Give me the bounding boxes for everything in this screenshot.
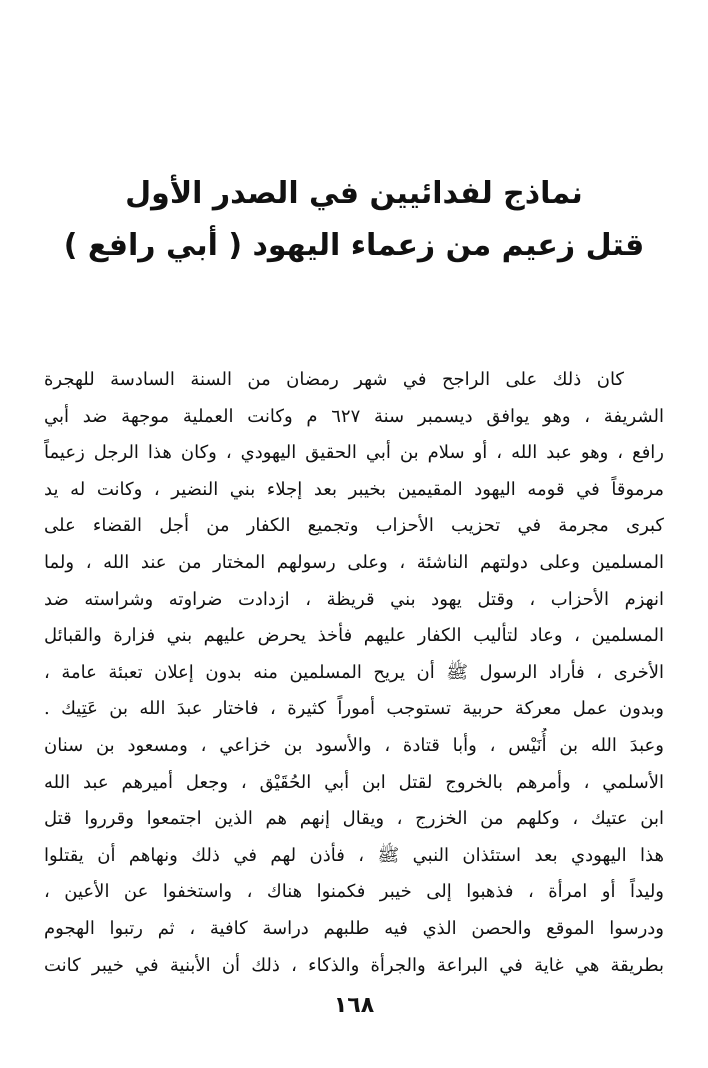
text-line: ابن عتيك ، وكلهم من الخزرج ، ويقال إنهم هم الذين اجتمعوا وقرروا قتل xyxy=(44,808,664,830)
chapter-heading xyxy=(60,168,648,272)
text-line: الأسلمي ، وأمرهم بالخروج لقتل ابن أبي الحُقَيْق ، وجعل أميرهم عبد الله xyxy=(44,771,664,793)
body-paragraph xyxy=(44,362,664,984)
text-line: بطريقة هي غاية في البراعة والجرأة والذكاء ، ذلك أن الأبنية في خيبر كانت xyxy=(44,954,664,976)
text-line: وعبدَ الله بن أُنَيْس ، وأبا قتادة ، والأسود بن خزاعي ، ومسعود بن سنان xyxy=(44,734,664,756)
text-line: وبدون عمل معركة حربية تستوجب أموراً كثيرة ، فاختار عبدَ الله بن عَتِيك . xyxy=(44,698,664,720)
text-line: انهزم الأحزاب ، وقتل يهود بني قريظة ، ازدادت ضراوته وشراسته ضد xyxy=(44,588,664,610)
chapter-title: نماذج لفدائيين في الصدر الأول xyxy=(125,176,583,211)
text-line: مرموقاً في قومه اليهود المقيمين بخيبر بعد إجلاء بني النضير ، وكانت له يد xyxy=(44,478,664,500)
text-line: الأخرى ، فأراد الرسول ﷺ أن يريح المسلمين منه بدون إعلان تعبئة عامة ، xyxy=(44,661,664,683)
text-line: المسلمين ، وعاد لتأليب الكفار عليهم فأخذ يحرض عليهم بني فزارة والقبائل xyxy=(44,625,664,647)
text-line: كبرى مجرمة في تحزيب الأحزاب وتجميع الكفار من أجل القضاء على xyxy=(44,515,664,537)
page-number: ١٦٨ xyxy=(333,993,375,1018)
text-line: رافع ، وهو عبد الله ، أو سلام بن أبي الحقيق اليهودي ، وكان هذا الرجل زعيماً xyxy=(44,442,664,464)
text-line: كان ذلك على الراجح في شهر رمضان من السنة السادسة للهجرة xyxy=(44,369,624,390)
text-line: ودرسوا الموقع والحصن الذي فيه طلبهم دراسة كافية ، ثم رتبوا الهجوم xyxy=(44,917,664,939)
chapter-subtitle: قتل زعيم من زعماء اليهود ( أبي رافع ) xyxy=(63,228,645,263)
text-line: هذا اليهودي بعد استئذان النبي ﷺ ، فأذن لهم في ذلك ونهاهم أن يقتلوا xyxy=(44,844,664,866)
text-line: المسلمين وعلى دولتهم الناشئة ، وعلى رسولهم المختار من عند الله ، ولما xyxy=(44,551,664,573)
text-line: الشريفة ، وهو يوافق ديسمبر سنة ٦٢٧ م وكانت العملية موجهة ضد أبي xyxy=(44,405,664,427)
text-line: وليداً أو امرأة ، فذهبوا إلى خيبر فكمنوا هناك ، واستخفوا عن الأعين ، xyxy=(44,881,664,903)
